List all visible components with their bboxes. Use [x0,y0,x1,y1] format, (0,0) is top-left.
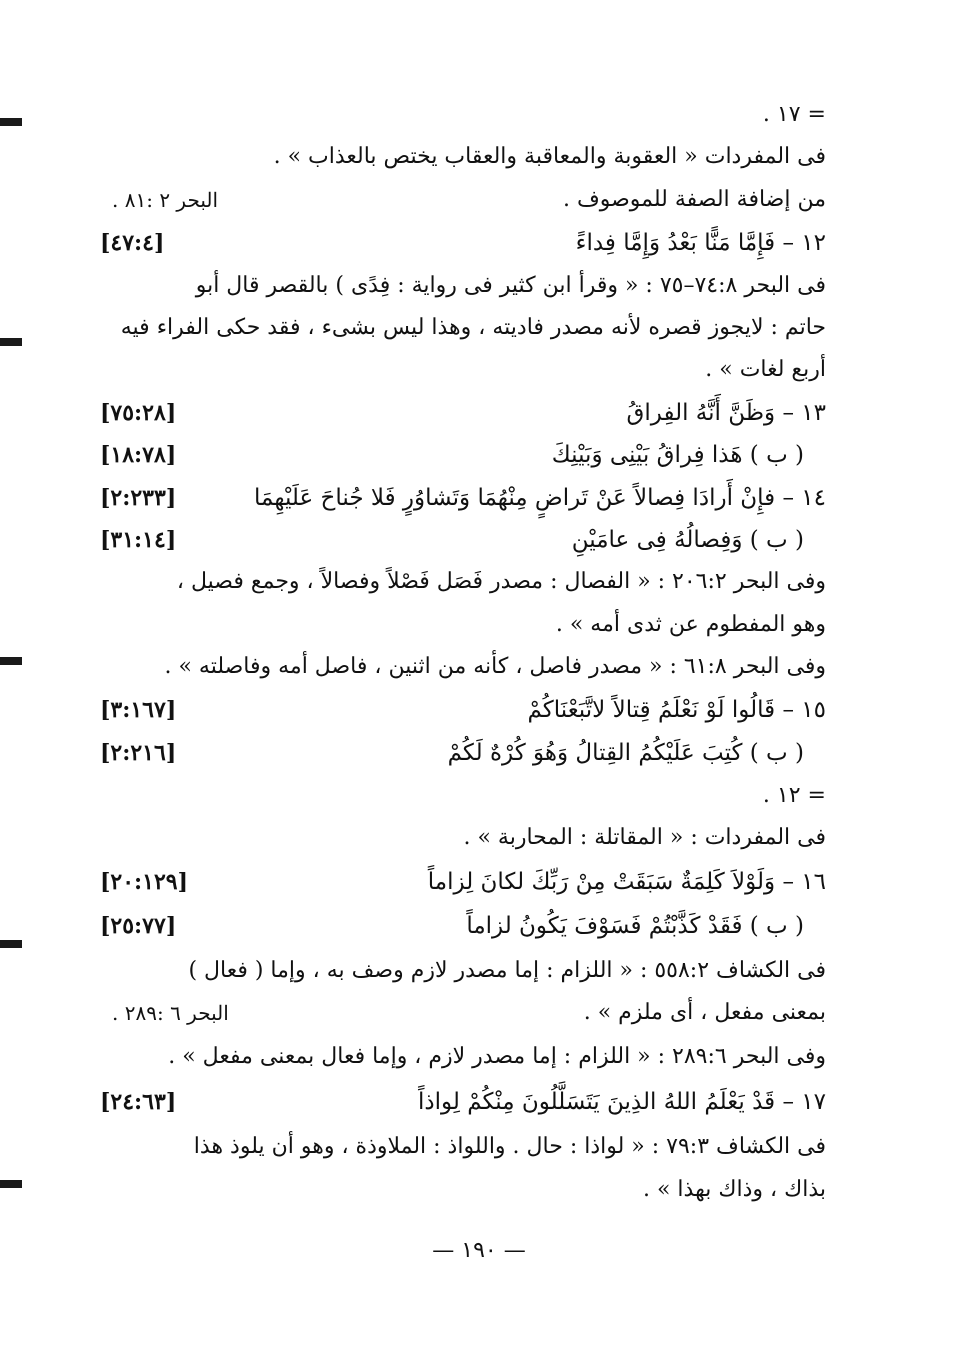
text-line: فى الكشاف ٧٩:٣ : « لواذا : حال . واللواذ : الملاوذة ، وهو أن يلوذ هذا [193,1134,826,1159]
verse-reference: [٢:٢٣٣] [100,485,177,511]
text-line: بذاك ، وذاك بهذا » . [642,1177,826,1202]
verse-reference: [٤٧:٤] [100,230,165,256]
verse-row [100,906,826,946]
verse-row [100,733,826,773]
text-line: أربع لغات » . [705,357,826,382]
verse-text: ١٧ – قَدْ يَعْلَمُ اللهُ الذِينَ يَتَسَلَّلُونَ مِنْكُمْ لِواذاً [418,1089,826,1115]
verse-text: ( ب ) وَفِصالُهُ فِى عامَيْنِ [571,527,804,553]
verse-reference: [٢:٢١٦] [100,740,177,766]
text-line: فى المفردات : « المقاتلة : المحاربة » . [463,825,826,850]
text-line: بمعنى مفعل ، أى ملزم » . [583,1000,826,1025]
verse-reference: [٧٥:٢٨] [100,400,177,426]
verse-text: ١٦ – وَلَوْلاَ كَلِمَةٌ سَبَقَتْ مِنْ رَبِّكَ لكانَ لِزاماً [427,869,826,895]
verse-row [100,223,826,263]
verse-reference: [٢٠:١٢٩] [100,869,189,895]
verse-row [100,393,826,433]
verse-row [100,1082,826,1122]
source-note: البحر ٦ :٢٨٩ . [112,1001,229,1025]
text-line: فى المفردات « العقوبة والمعاقبة والعقاب يختص بالعذاب » . [273,144,826,169]
verse-row [100,520,826,560]
scan-mark [0,338,22,346]
text-row [100,993,826,1033]
scan-mark [0,1180,22,1188]
verse-reference: [٢٥:٧٧] [100,913,177,939]
page-number: — ١٩٠ — [432,1238,526,1263]
scan-mark [0,940,22,948]
text-line: = ١٧ . [762,102,826,127]
verse-row [100,862,826,902]
verse-text: ( ب ) هَذا فِراقُ بَيْنِى وَبَيْنِكَ [551,442,804,468]
verse-reference: [٢٤:٦٣] [100,1089,177,1115]
verse-text: ( ب ) فَقَدْ كَذَّبْتُمْ فَسَوْفَ يَكُونُ لزاماً [466,913,804,939]
verse-reference: [١٨:٧٨] [100,442,177,468]
verse-text: ١٣ – وَظَنَّ أَنَّهُ الفِراقُ [626,400,826,426]
text-line: = ١٢ . [762,783,826,808]
verse-text: ١٢ – فَإِمَّا مَنًّا بَعْدُ وَإِمَّا فِداءً [575,230,826,256]
text-line: من إضافة الصفة للموصوف . [562,187,826,212]
source-note: البحر ٢ :٨١ . [112,188,219,212]
text-line: وفى البحر ٢٨٩:٦ : « اللزام : إما مصدر لازم ، وإما فعال بمعنى مفعل » . [168,1044,826,1069]
text-line: وهو المفطوم عن ثدى أمه » . [555,612,826,637]
text-line: فى الكشاف ٥٥٨:٢ : « اللزام : إما مصدر لازم وصف به ، وإما ( فعال ) [188,958,826,983]
text-line: حاتم : لايجوز قصره لأنه مصدر فاديته ، وهذا ليس بشىء ، فقد حكى الفراء فيه [120,315,826,340]
text-line: وفى البحر ٦١:٨ : « مصدر فاصل ، كأنه من اثنين ، فاصل أمه وفاصلته » . [164,654,826,679]
scan-mark [0,118,22,126]
verse-text: ١٤ – فإِنْ أَرادَا فِصالاً عَنْ تَراضٍ مِنْهُمَا وَتَشاوُرٍ فَلا جُناحَ عَلَيْهِمَا [254,485,826,511]
verse-row [100,435,826,475]
scan-mark [0,657,22,665]
verse-row [100,478,826,518]
text-line: فى البحر ٧٤:٨–٧٥ : « وقرأ ابن كثير فى رواية : فِدًى ) بالقصر قال أبو [195,273,826,298]
verse-text: ١٥ – قَالُوا لَوْ نَعْلَمُ قِتالاً لاتَّبَعْنَاكُمْ [527,697,826,723]
verse-row [100,690,826,730]
text-line: وفى البحر ٢٠٦:٢ : « الفصال : مصدر فَصَل فَصْلاً وفصالاً ، وجمع فصيل ، [176,569,826,594]
verse-text: ( ب ) كُتِبَ عَلَيْكُمُ القِتالُ وَهُوَ كُرْهٌ لَكُمْ [447,740,804,766]
verse-reference: [٣١:١٤] [100,527,177,553]
verse-reference: [٣:١٦٧] [100,697,177,723]
text-row [100,180,826,220]
